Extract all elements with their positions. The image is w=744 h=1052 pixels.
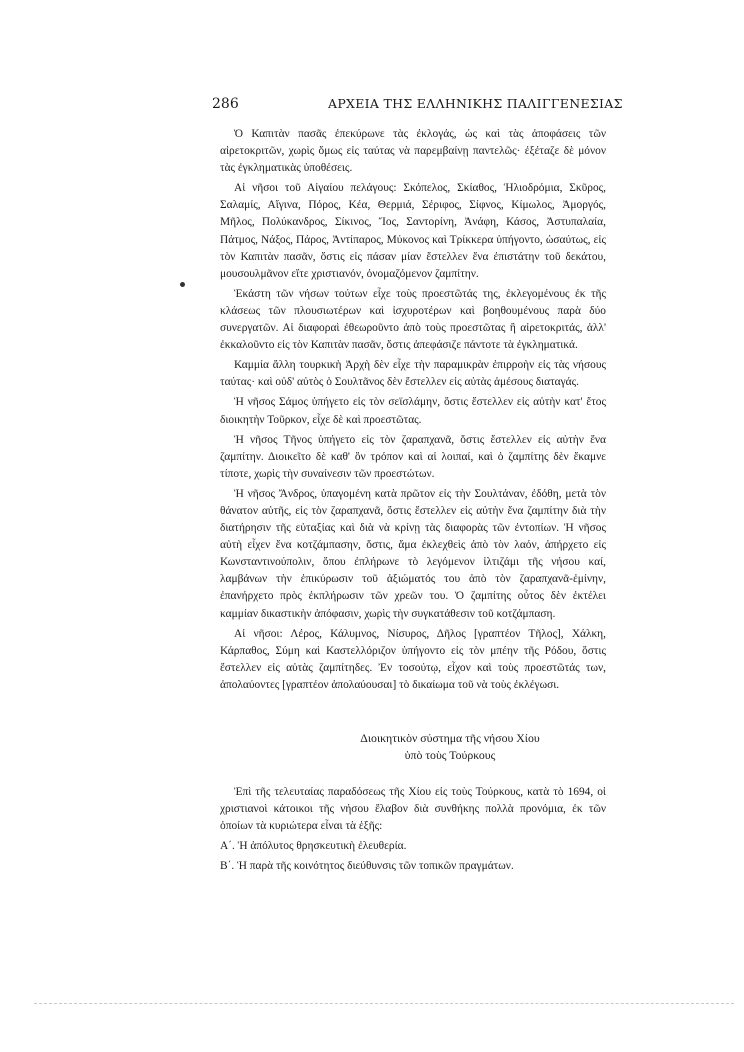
list-item: Β΄. Ἡ παρὰ τῆς κοινότητος διεύθυνσις τῶν τοπικῶν πραγμάτων. — [220, 860, 514, 873]
page-number: 286 — [212, 96, 239, 112]
paragraph: Αἱ νῆσοι τοῦ Αἰγαίου πελάγους: Σκόπελος, Σκίαθος, Ἡλιοδρόμια, Σκῦρος, Σαλαμίς, Αἴγινα, Πόρος, Κέα, Θερμιά, Σέριφος, Σίφνος, Κίμωλος, Ἀμοργός, Μῆλος, Πολύκανδρος, Σίκινος, Ἴος, Σαντορίνη, Ἀνάφη, Κάσος, Ἀστυπαλαία, Πάτμος, Νάξος, Πάρος, Ἀντίπαρος, Μύκονος καὶ Τρίκκερα ὑπήγοντο, ὡσαύτως, εἰς τὸν Καπιτὰν πασᾶν, ὅστις εἰς πάσαν μίαν ἔστελλεν ἕνα ἐπιστάτην τοῦ δεκάτου, μουσουλμᾶνον εἴτε χριστιανόν, ὀνομαζόμενον ζαμπίτην. — [220, 182, 606, 280]
paragraph: Ἡ νῆσος Ἄνδρος, ὑπαγομένη κατὰ πρῶτον εἰς τὴν Σουλτάναν, ἐδόθη, μετὰ τὸν θάνατον αὐτῆς, εἰς τὸν ζαραπχανᾶ, ὅστις ἔστελλεν εἰς αὐτὴν ἕνα ζαμπίτην διὰ τὴν διατήρησιν τῆς εὐταξίας καὶ διὰ νὰ κρίνῃ τὰς διαφορὰς τῶν ἐντοπίων. Ἡ νῆσος αὐτὴ εἶχεν ἕνα κοτζάμπασην, ὅστις, ἅμα ἐκλεχθεὶς ἀπὸ τὸν λαόν, ἀπήρχετο εἰς Κωνσταντινούπολιν, ὅπου ἐπλήρωνε τὸ λεγόμενον ἰλτιζάμι τῆς νήσου καί, λαμβάνων τὴν ἐπικύρωσιν τοῦ ἀξιώματός του ἀπὸ τὸν ζαραπχανᾶ-ἐμίνην, ἐπανήρχετο πρὸς ἐκπλήρωσιν τῶν χρεῶν του. Ὁ ζαμπίτης οὗτος δὲν ἐκτέλει καμμίαν δικαστικὴν ἀπόφασιν, χωρὶς τὴν συγκατάθεσιν τοῦ κοτζάμπαση. — [220, 487, 606, 620]
running-title: ΑΡΧΕΙΑ ΤΗΣ ΕΛΛΗΝΙΚΗΣ ΠΑΛΙΓΓΕΝΕΣΙΑΣ — [328, 96, 623, 111]
paragraph: Καμμία ἄλλη τουρκικὴ Ἀρχὴ δὲν εἶχε τὴν παραμικρὰν ἐπιρροὴν εἰς τὰς νήσους ταύτας· καὶ οὐδ' αὐτὸς ὁ Σουλτᾶνος δὲν ἔστελλεν εἰς αὐτὰς ἀμέσους διαταγάς. — [220, 359, 606, 389]
paragraph: Ἑκάστη τῶν νήσων τούτων εἶχε τοὺς προεστῶτάς της, ἐκλεγομένους ἐκ τῆς κλάσεως τῶν πλουσιωτέρων καὶ ἰσχυροτέρων καὶ βοηθουμένους παρὰ δύο συνεργατῶν. Αἱ διαφοραὶ ἐθεωροῦντο ἀπὸ τοὺς προεστῶτας ἢ αἱρετοκριτάς, ἀλλ' ἐκκαλοῦντο εἰς τὸν Καπιτὰν πασᾶν, ὅστις ἀπεφάσιζε πάντοτε τὰ ἐγκληματικά. — [220, 287, 606, 352]
section-heading — [330, 730, 570, 764]
paragraph: Ἡ νῆσος Σάμος ὑπήγετο εἰς τὸν σεϊσλάμην, ὅστις ἔστελλεν εἰς αὐτὴν κατ' ἔτος διοικητὴν Τοῦρκον, εἶχε δὲ καὶ προεστῶτας. — [220, 396, 606, 426]
section-heading-line: ὑπὸ τοὺς Τούρκους — [404, 748, 496, 762]
margin-ink-mark — [179, 281, 185, 287]
scan-bottom-edge — [34, 1003, 734, 1004]
main-text — [220, 126, 606, 697]
paragraph: Ἡ νῆσος Τῆνος ὑπήγετο εἰς τὸν ζαραπχανᾶ, ὅστις ἔστελλεν εἰς αὐτὴν ἕνα ζαμπίτην. Διοικεῖτο δὲ καθ' ὃν τρόπον καὶ αἱ λοιπαί, καὶ ὁ ζαμπίτης δὲν ἔκαμνε τίποτε, χωρὶς τὴν συναίνεσιν τῶν προεστώτων. — [220, 433, 606, 480]
section-text — [220, 784, 606, 878]
paragraph: Αἱ νῆσοι: Λέρος, Κάλυμνος, Νίσυρος, Δῆλος [γραπτέον Τῆλος], Χάλκη, Κάρπαθος, Σύμη καὶ Καστελλόριζον ὑπήγοντο εἰς τὸν μπέην τῆς Ρόδου, ὅστις ἔστελλεν εἰς αὐτὰς ζαμπίτηδες. Ἐν τοσούτῳ, εἶχον καὶ τοὺς προεστῶτάς των, ἀπολαύοντες [γραπτέον ἀπολαύουσαι] τὸ δικαίωμα τοῦ νὰ τοὺς ἐκλέγωσι. — [220, 627, 606, 691]
list-item: Α΄. Ἡ ἀπόλυτος θρησκευτικὴ ἐλευθερία. — [220, 840, 407, 853]
paragraph: Ὁ Καπιτὰν πασᾶς ἐπεκύρωνε τὰς ἐκλογάς, ὡς καὶ τὰς ἀποφάσεις τῶν αἱρετοκριτῶν, χωρὶς ὅμως εἰς ταύτας νὰ παρεμβαίνῃ παντελῶς· ἐξέταζε δὲ μόνον τὰς ἐγκληματικὰς ὑποθέσεις. — [220, 128, 606, 175]
page-header — [212, 96, 623, 114]
section-heading-line: Διοικητικὸν σύστημα τῆς νήσου Χίου — [360, 731, 540, 745]
paragraph: Ἐπὶ τῆς τελευταίας παραδόσεως τῆς Χίου εἰς τοὺς Τούρκους, κατὰ τὸ 1694, οἱ χριστιανοὶ κάτοικοι τῆς νήσου ἔλαβον διὰ συνθήκης πολλὰ προνόμια, ἐκ τῶν ὁποίων τὰ κυριώτερα εἶναι τὰ ἑξῆς: — [220, 786, 606, 833]
